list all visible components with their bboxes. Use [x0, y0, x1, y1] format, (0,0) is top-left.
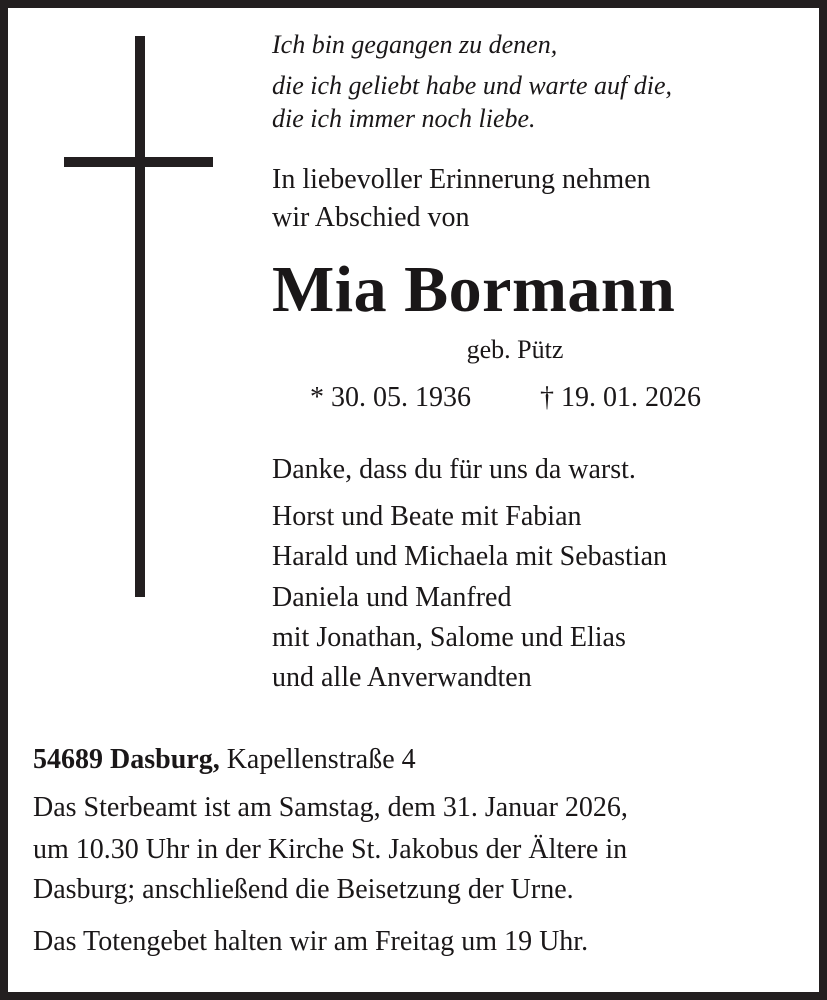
address	[33, 743, 416, 777]
service-line: Dasburg; anschließend die Beisetzung der Urne.	[33, 874, 574, 905]
death-date: † 19. 01. 2026	[540, 382, 701, 413]
mourner-line: Daniela und Manfred	[272, 582, 512, 613]
mourner-line: mit Jonathan, Salome und Elias	[272, 622, 626, 653]
address-street: Kapellenstraße 4	[226, 744, 416, 775]
mourner-line: Harald und Michaela mit Sebastian	[272, 541, 667, 572]
cross-horizontal-bar	[64, 157, 213, 167]
address-city: 54689 Dasburg,	[33, 744, 220, 775]
intro-line: wir Abschied von	[272, 202, 470, 233]
thanks-line: Danke, dass du für uns da warst.	[272, 454, 636, 485]
birth-date: * 30. 05. 1936	[310, 382, 471, 413]
poem-line: die ich immer noch liebe.	[272, 104, 536, 133]
poem-line: Ich bin gegangen zu denen,	[272, 30, 558, 59]
maiden-name: geb. Pütz	[466, 335, 564, 364]
mourner-line: und alle Anverwandten	[272, 662, 532, 693]
cross-vertical-bar	[135, 36, 145, 597]
mourner-line: Horst und Beate mit Fabian	[272, 501, 582, 532]
service-line: Das Sterbeamt ist am Samstag, dem 31. Januar 2026,	[33, 792, 628, 823]
service-line: um 10.30 Uhr in der Kirche St. Jakobus der Ältere in	[33, 834, 628, 865]
deceased-name: Mia Bormann	[272, 253, 676, 326]
poem-line: die ich geliebt habe und warte auf die,	[272, 71, 673, 100]
intro-line: In liebevoller Erinnerung nehmen	[272, 164, 651, 195]
prayer-line: Das Totengebet halten wir am Freitag um 19 Uhr.	[33, 926, 589, 957]
